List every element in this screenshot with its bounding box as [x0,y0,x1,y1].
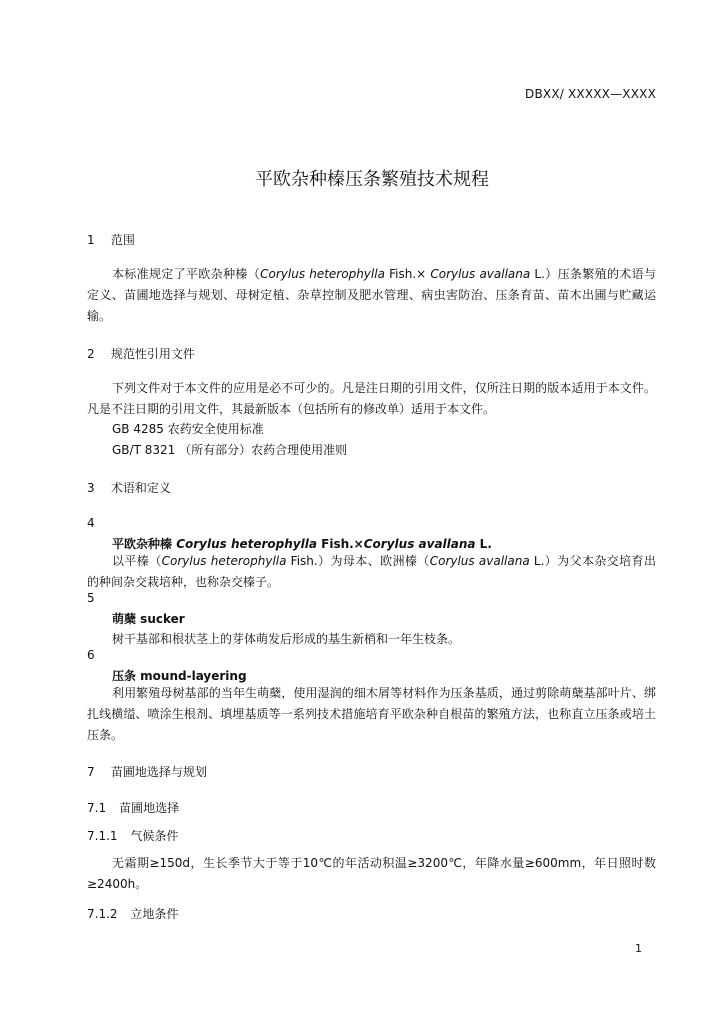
document-title: 平欧杂种榛压条繁殖技术规程 [255,169,489,190]
term-definition: 树干基部和根状茎上的芽体萌发后形成的基生新梢和一年生枝条。 [112,632,461,646]
term-number: 4 [87,516,95,530]
section-number: 7.1.1 [87,829,118,843]
term-zh: 平欧杂种榛 [112,537,177,551]
section-title: 规范性引用文件 [110,347,195,361]
page-number: 1 [635,942,642,955]
text-run: L.）压条繁殖的术语与定义、苗圃地选择与规划、母树定植、杂草控制及肥水管理、病虫害防治、压条育苗、苗木出圃与贮藏运输。 [87,267,656,323]
text-run: 本标准规定了平欧杂种榛（ [112,267,261,281]
term-title: 压条 mound-layering [112,669,247,683]
term-number: 5 [87,591,95,605]
species-name: Corylus avallana [430,267,531,281]
text-run: 以平榛（ [112,554,162,568]
text-run: L.）为父本杂交培育出的种间杂交栽培种，也称杂交榛子。 [87,554,656,589]
text-run: Fish.）为母本、欧洲榛（ [286,554,430,568]
section-1-heading [87,231,135,248]
climate-conditions-paragraph: 无霜期≥150d，生长季节大于等于10℃的年活动积温≥3200℃，年降水量≥600mm，年日照时数≥2400h。 [87,856,656,891]
section-title: 术语和定义 [110,481,171,495]
normative-references-paragraph: 下列文件对于本文件的应用是必不可少的。凡是注日期的引用文件，仅所注日期的版本适用于本文件。凡是不注日期的引用文件，其最新版本（包括所有的修改单）适用于本文件。 [87,381,656,416]
section-title: 立地条件 [130,907,179,921]
section-number: 2 [87,347,95,361]
section-number: 7.1.2 [87,907,118,921]
subsection-7-1-1-heading [87,827,179,844]
reference-item: GB 4285 农药安全使用标准 [112,422,264,436]
text-run: L. [475,537,492,551]
text-run: Fish.× [384,267,431,281]
section-3-heading [87,479,171,496]
term-number: 6 [87,648,95,662]
section-title: 范围 [110,233,135,247]
species-name: Corylus avallana [363,537,476,551]
subsection-7-1-heading [87,799,179,816]
section-7-heading [87,763,207,780]
subsection-7-1-2-heading [87,905,179,922]
term-title [112,535,492,552]
reference-item: GB/T 8321 （所有部分）农药合理使用准则 [112,443,348,457]
section-number: 1 [87,233,95,247]
species-name: Corylus heterophylla [176,537,317,551]
section-2-heading [87,345,195,362]
standard-code: DBXX/ XXXXX—XXXX [525,87,656,101]
species-name: Corylus avallana [429,554,530,568]
species-name: Corylus heterophylla [161,554,287,568]
section-title: 苗圃地选择 [119,801,180,815]
section-title: 苗圃地选择与规划 [110,765,207,779]
term-definition: 利用繁殖母树基部的当年生萌蘖，使用湿润的细木屑等材料作为压条基质，通过剪除萌蘖基部叶片、绑扎线横缢、喷涂生根剂、填埋基质等一系列技术措施培育平欧杂种自根苗的繁殖方法，也称直立压条或培土压条。 [87,686,656,742]
term-definition [87,551,656,593]
section-number: 7 [87,765,95,779]
section-number: 3 [87,481,95,495]
text-run: Fish.× [316,537,364,551]
scope-paragraph [87,264,656,327]
species-name: Corylus heterophylla [260,267,385,281]
section-title: 气候条件 [130,829,179,843]
term-title: 萌蘖 sucker [112,612,185,626]
section-number: 7.1 [87,801,107,815]
